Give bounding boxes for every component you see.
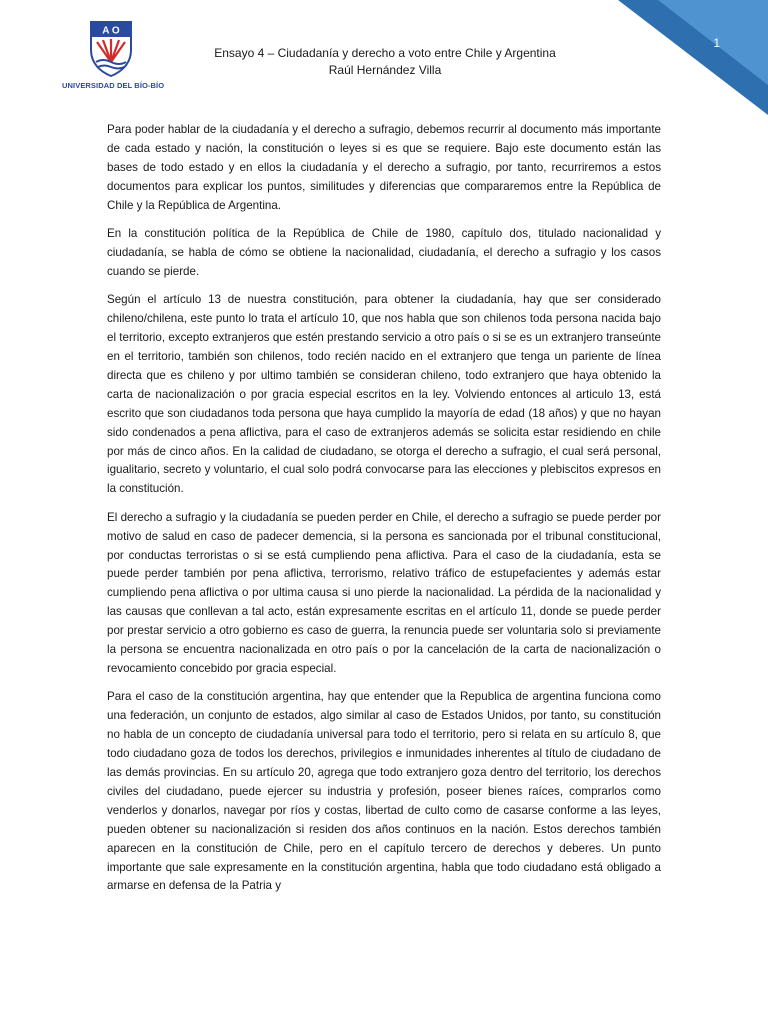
essay-body: [107, 121, 661, 906]
document-title: Ensayo 4 – Ciudadanía y derecho a voto entre Chile y Argentina: [214, 46, 556, 60]
university-crest-icon: [88, 20, 134, 78]
page-corner-decoration: [618, 0, 768, 115]
document-author: Raúl Hernández Villa: [328, 63, 442, 77]
svg-text:A O: A O: [102, 25, 120, 37]
paragraph: Para poder hablar de la ciudadanía y el derecho a sufragio, debemos recurrir al documento más importante de cada estado y nación, la constitución o leyes si es que se requiere. Bajo este documento están las bases de todo estado y en ellos la ciudadanía y el derecho a sufragio, por tanto, recurriremos a estos documentos para explicar los puntos, similitudes y diferencias que compararemos entre la República de Chile y la República de Argentina.: [107, 123, 661, 212]
university-name: UNIVERSIDAD DEL BÍO-BÍO: [62, 81, 165, 90]
paragraph: El derecho a sufragio y la ciudadanía se pueden perder en Chile, el derecho a sufragio se puede perder por motivo de salud en caso de padecer demencia, si la persona es sancionada por el tribunal constitucional, por conductas terroristas o si se está cumpliendo pena aflictiva. Para el caso de la ciudadanía, esta se puede perder también por pena aflictiva, terrorismo, relativo tráfico de estupefacientes y además estar cumpliendo pena aflictiva o por ultima causa si uno pierde la nacionalidad. La pérdida de la nacionalidad y las causas que conllevan a tal acto, están expresamente escritas en el artículo 11, donde se puede perder por prestar servicio a otro gobierno es caso de guerra, la renuncia puede ser voluntaria solo si previamente la persona se encuentra nacionalizada en otro país o por la cancelación de la carta de nacionalización o revocamiento concebido por gracia especial.: [107, 510, 661, 675]
paragraph: Para el caso de la constitución argentina, hay que entender que la Republica de argentina funciona como una federación, un conjunto de estados, algo similar al caso de Estados Unidos, por tanto, su constitución no habla de un concepto de ciudadanía universal para todo el territorio, pero si relata en su artículo 8, que todo ciudadano goza de todos los derechos, privilegios e inmunidades inherentes al título de ciudadano de las demás provincias. En su artículo 20, agrega que todo extranjero goza dentro del territorio, los derechos civiles del ciudadano, puede ejercer su industria y profesión, poseer bienes raíces, comprarlos como venderlos y donarlos, navegar por ríos y costas, libertad de culto como de casarse conforme a las leyes, pueden obtener su nacionalización si residen dos años continuos en la nación. Estos derechos también aparecen en la constitución de Chile, pero en el capítulo tercero de derechos y deberes. Un punto importante que sale expresamente en la constitución argentina, habla que todo ciudadano está obligado a armarse en defensa de la Patria y: [107, 690, 661, 893]
document-header: [150, 45, 620, 79]
paragraph: En la constitución política de la República de Chile de 1980, capítulo dos, titulado nacionalidad y ciudadanía, se habla de cómo se obtiene la nacionalidad, ciudadanía, el derecho a sufragio y los casos cuando se pierde.: [107, 227, 661, 278]
paragraph: Según el artículo 13 de nuestra constitución, para obtener la ciudadanía, hay que ser considerado chileno/chilena, este punto lo trata el artículo 10, que nos habla que son chilenos toda persona nacida bajo el territorio, excepto extranjeros que estén prestando servicio a otro país o si se es un extranjero transeúnte en el territorio, también son chilenos, todo recién nacido en el extranjero que tenga un pariente de línea directa que es chileno y por ultimo también se consideran chileno, todo extranjero que haya obtenido la carta de nacionalización o por gracia especial escritos en la ley. Volviendo entonces al articulo 13, está escrito que son ciudadanos toda persona que haya cumplido la mayoría de edad (18 años) y que no hayan sido condenados a pena aflictiva, para el caso de extranjeros además se solicita estar residiendo en chile por más de cinco años. En la calidad de ciudadano, se otorga el derecho a sufragio, el cual será personal, igualitario, secreto y voluntario, el cual solo podrá convocarse para las elecciones y plebiscitos expresos en la constitución.: [107, 293, 661, 496]
page-number: 1: [713, 36, 720, 50]
university-logo: [62, 20, 165, 90]
